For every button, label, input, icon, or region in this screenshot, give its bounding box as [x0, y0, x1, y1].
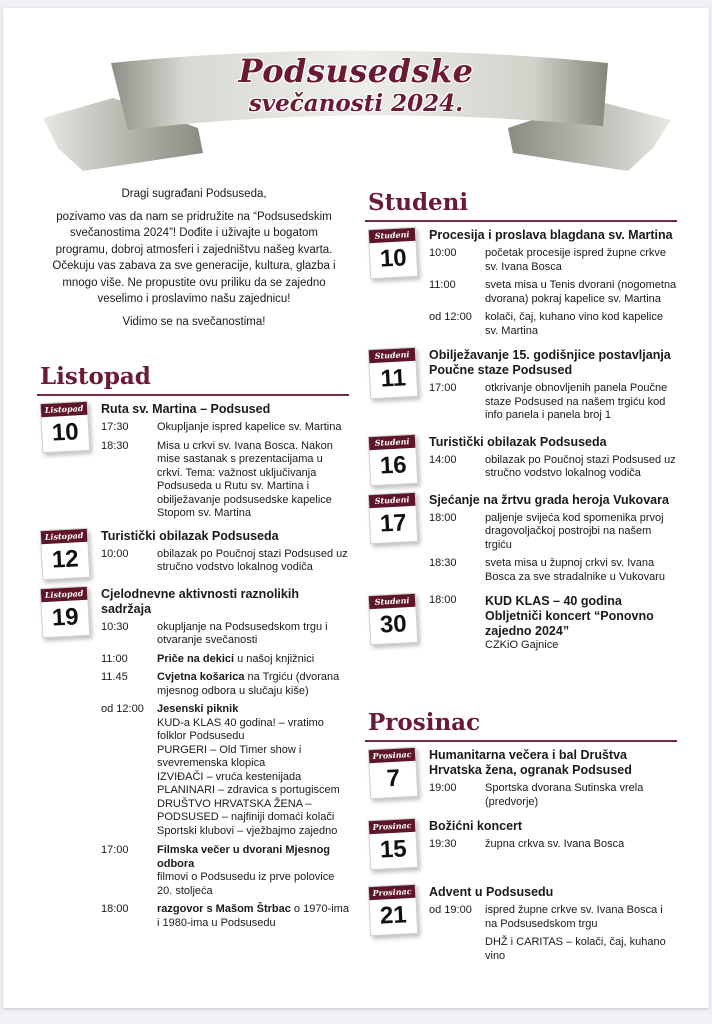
activity-detail: u našoj knjižnici — [234, 652, 315, 665]
calendar-icon — [40, 401, 91, 453]
divider — [37, 394, 349, 396]
time: 14:00 — [429, 453, 457, 466]
section-listopad — [37, 362, 349, 938]
event-title: Cjelodnevne aktivnosti raznolikih sadržaja — [101, 586, 299, 616]
schedule-row — [429, 279, 677, 306]
time: 17:00 — [101, 844, 129, 856]
time: 19:00 — [429, 782, 457, 794]
calendar-month: Prosinac — [369, 819, 416, 834]
event-studeni-16 — [365, 435, 677, 481]
picnic-item: Sportski klubovi – vježbajmo zajedno — [157, 824, 338, 837]
activity-name: Cvjetna košarica — [157, 671, 245, 683]
calendar-icon — [368, 347, 419, 399]
event-listopad-10 — [37, 402, 349, 521]
time: 11:00 — [429, 279, 456, 291]
time: od 12:00 — [429, 311, 472, 323]
description: paljenje svijeća kod spomenika prvoj dragovoljačkoj postrojbi na našem trgiću — [485, 511, 664, 551]
description — [157, 703, 349, 838]
calendar-month: Studeni — [369, 228, 416, 243]
title-banner — [3, 8, 709, 178]
activity-name: razgovor s Mašom Štrbac — [157, 903, 291, 915]
description: početak procesije ispred župne crkve sv. Ivana Bosca — [485, 247, 666, 273]
calendar-icon — [368, 433, 419, 485]
calendar-icon — [368, 593, 419, 645]
activity-name: Filmska večer u dvorani Mjesnog odbora — [157, 844, 331, 870]
time: 17:30 — [101, 421, 129, 433]
calendar-month: Listopad — [41, 586, 88, 601]
calendar-month: Studeni — [369, 594, 416, 609]
activity-detail: o 1970-ima i 1980-ima u Podsusedu — [157, 903, 349, 929]
event-studeni-30 — [365, 594, 677, 653]
banner-title-line1: Podsusedske — [238, 52, 474, 90]
picnic-item: PLANINARI – zdravica s portugiscem — [157, 784, 340, 796]
description — [157, 903, 349, 930]
closing-line: Vidimo se na svečanostima! — [122, 315, 266, 328]
time: 19:30 — [429, 838, 457, 850]
schedule-row — [101, 903, 349, 930]
schedule-row — [101, 548, 349, 575]
time: 18:30 — [101, 439, 129, 452]
calendar-icon — [368, 747, 419, 799]
description: Sportska dvorana Sutinska vrela (predvorje) — [485, 782, 644, 808]
activity-name: Priče na dekici — [157, 652, 235, 665]
schedule-row — [429, 557, 677, 584]
picnic-item: IZVIĐAČI – vruća kestenijada — [157, 770, 302, 783]
schedule-row — [429, 512, 677, 553]
time: 10:30 — [101, 620, 129, 633]
schedule-row — [429, 904, 677, 931]
description: župna crkva sv. Ivana Bosca — [485, 838, 625, 850]
schedule-row — [429, 782, 677, 809]
time: 18:00 — [429, 511, 457, 524]
intro-paragraph: pozivamo vas da nam se pridružite na “Podsusedskim svečanostima 2024”! Dođite i uživajte u bogatom programu, dobroj atmosferi i zajedništvu našeg kvarta. Očekuju vas zabava za sve generacije, kultura, glazba i mnogo više. Ne propustite ovu priliku da se zajedno veselimo i proslavimo našu zajednicu! — [52, 210, 336, 305]
event-studeni-17 — [365, 493, 677, 585]
description: otkrivanje obnovljenih panela Poučne staze Podsused na našem trgiću kod info panela i panela broj 1 — [485, 382, 668, 421]
schedule-row — [101, 440, 349, 521]
calendar-day: 10 — [379, 244, 408, 273]
calendar-month: Studeni — [369, 348, 416, 363]
calendar-icon — [368, 227, 419, 279]
event-prosinac-7 — [365, 748, 677, 809]
calendar-icon — [368, 818, 419, 870]
month-title: Prosinac — [368, 709, 481, 736]
calendar-month: Listopad — [41, 402, 88, 417]
intro-text — [49, 186, 339, 336]
schedule-row — [101, 653, 349, 667]
event-studeni-10 — [365, 228, 677, 338]
section-prosinac — [365, 708, 677, 971]
activity-detail: na Trgiću (dvorana mjesnog odbora u slučaju kiše) — [157, 671, 340, 697]
poster-page — [3, 8, 709, 1008]
description: DHŽ i CARITAS – kolači, čaj, kuhano vino — [485, 936, 666, 962]
picnic-item: PURGERI – Old Timer show i svevremenska klopica — [157, 743, 302, 769]
schedule-row — [429, 311, 677, 338]
event-title: Advent u Podsusedu — [429, 885, 554, 899]
calendar-day: 17 — [379, 508, 408, 538]
time: od 19:00 — [429, 904, 472, 916]
schedule-row — [429, 247, 677, 274]
picnic-item: KUD-a KLAS 40 godina! – vratimo folklor Podsusedu — [157, 716, 324, 742]
activity-name: Jesenski piknik — [157, 703, 239, 715]
schedule-row — [101, 671, 349, 698]
description: obilazak po Poučnoj stazi Podsused uz stručno vodstvo lokalnog vodiča — [485, 453, 676, 479]
calendar-month: Prosinac — [369, 748, 416, 763]
calendar-day: 15 — [379, 835, 408, 864]
calendar-day: 7 — [385, 764, 401, 793]
description: ispred župne crkve sv. Ivana Bosca i na Podsusedskom trgu — [485, 904, 663, 930]
time — [429, 936, 485, 963]
event-title: Ruta sv. Martina – Podsused — [101, 402, 271, 416]
time: 18:30 — [429, 557, 457, 569]
description: Okupljanje ispred kapelice sv. Martina — [157, 421, 342, 433]
activity-detail: filmovi o Podsusedu iz prve polovice 20. stoljeća — [157, 871, 335, 897]
description: obilazak po Poučnoj stazi Podsused uz stručno vodstvo lokalnog vodiča — [157, 547, 348, 573]
description — [485, 594, 677, 653]
time: 10:00 — [429, 247, 457, 259]
schedule-row — [101, 621, 349, 648]
event-prosinac-21 — [365, 885, 677, 963]
venue: CZKiO Gajnice — [485, 639, 559, 651]
calendar-day: 21 — [379, 901, 408, 930]
description — [157, 844, 349, 898]
calendar-day: 12 — [51, 544, 80, 574]
calendar-day: 10 — [51, 418, 80, 447]
event-title: Sjećanje na žrtvu grada heroja Vukovara — [429, 492, 669, 507]
calendar-icon — [368, 491, 419, 543]
description: kolači, čaj, kuhano vino kod kapelice sv. Martina — [485, 311, 663, 337]
event-title: Božićni koncert — [429, 819, 523, 833]
banner-title-line2: svečanosti 2024. — [248, 90, 464, 117]
event-studeni-11 — [365, 348, 677, 423]
event-title: Humanitarna večera i bal Društva Hrvatska žena, ogranak Podsused — [429, 748, 632, 777]
time: 17:00 — [429, 382, 457, 394]
section-studeni — [365, 188, 677, 661]
calendar-month: Studeni — [369, 434, 416, 449]
event-listopad-19 — [37, 587, 349, 931]
event-listopad-12 — [37, 529, 349, 575]
month-title: Studeni — [368, 189, 469, 216]
time: 18:00 — [429, 594, 457, 606]
event-title: Obilježavanje 15. godišnjice postavljanja Poučne staze Podsused — [429, 348, 671, 377]
schedule-row — [101, 844, 349, 898]
calendar-icon — [40, 585, 91, 637]
greeting: Dragi sugrađani Podsuseda, — [121, 188, 267, 200]
time: 10:00 — [101, 547, 129, 560]
description — [157, 671, 349, 698]
divider — [365, 220, 677, 222]
description: sveta misa u župnoj crkvi sv. Ivana Bosca za sve stradalnike u Vukovaru — [485, 557, 665, 583]
description: Misa u crkvi sv. Ivana Bosca. Nakon mise sastanak s prezentacijama u crkvi. Tema: važnost uključivanja Podsuseda u Rutu sv. Martina i obilježavanje podsusedske kapelice Stopom sv. Martina — [157, 439, 333, 519]
time: 11:00 — [101, 652, 128, 665]
event-title: Procesija i proslava blagdana sv. Martina — [429, 228, 673, 242]
month-title: Listopad — [40, 363, 151, 390]
schedule-row — [429, 936, 677, 963]
event-prosinac-15 — [365, 819, 677, 875]
description: sveta misa u Tenis dvorani (nogometna dvorana) pokraj kapelice sv. Martina — [485, 279, 677, 305]
calendar-month: Prosinac — [369, 885, 416, 900]
picnic-item: DRUŠTVO HRVATSKA ŽENA – PODSUSED – najfiniji domaći kolači — [157, 797, 335, 823]
calendar-day: 19 — [51, 602, 80, 632]
calendar-day: 11 — [379, 364, 407, 393]
schedule-row — [429, 838, 677, 852]
event-title: Turistički obilazak Podsuseda — [429, 434, 607, 449]
time: 11.45 — [101, 671, 128, 683]
calendar-icon — [368, 884, 419, 936]
calendar-day: 30 — [379, 610, 408, 639]
calendar-month: Studeni — [369, 492, 416, 507]
time: od 12:00 — [101, 703, 144, 715]
calendar-month: Listopad — [41, 528, 88, 543]
concert-title: KUD KLAS – 40 godina Obljetniči koncert “Ponovno zajedno 2024” — [485, 594, 654, 638]
divider — [365, 740, 677, 742]
calendar-day: 16 — [379, 450, 408, 480]
event-title: Turistički obilazak Podsuseda — [101, 528, 279, 543]
calendar-icon — [40, 527, 91, 579]
description — [157, 653, 349, 667]
schedule-row — [101, 703, 349, 838]
description: okupljanje na Podsusedskom trgu i otvaranje svečanosti — [157, 620, 328, 646]
schedule-row — [429, 454, 677, 481]
schedule-row — [429, 382, 677, 423]
time: 18:00 — [101, 903, 129, 915]
schedule-row — [101, 421, 349, 435]
schedule-row — [429, 594, 677, 653]
